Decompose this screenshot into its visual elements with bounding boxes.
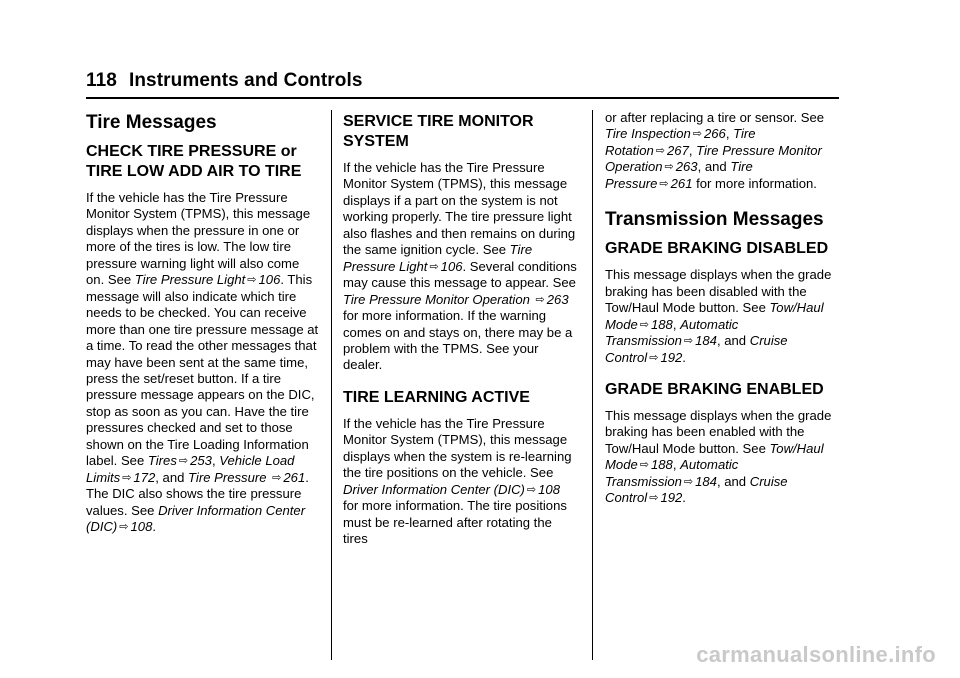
- paragraph-grade-braking-enabled: This message displays when the grade braking has been enabled with the Tow/Haul Mode button. See Tow/Haul Mode ⇨ 188, Automatic Transmission ⇨ 184, and Cruise Control ⇨ 192.: [605, 407, 832, 506]
- xref-driver-information-center[interactable]: Driver Information Center (DIC): [343, 481, 525, 497]
- xref-tpms-operation[interactable]: Tire Pressure Monitor Operation: [605, 142, 822, 175]
- page-reference-arrow-icon: ⇨: [122, 471, 132, 484]
- xref-driver-information-center[interactable]: Driver Information Center (DIC): [86, 502, 306, 535]
- xref-vehicle-load-limits[interactable]: Vehicle Load Limits: [86, 453, 295, 485]
- paragraph-service-tire-monitor: If the vehicle has the Tire Pressure Monitor System (TPMS), this message displays if a part on the system is not working properly. The tire pressure light also flashes and then remains on during the same ignition cycle. See Tire Pressure Light ⇨ 106. Several conditions may cause this message to appear. See Tire Pressure Monitor Operation ⇨ 263 for more information. If the warning comes on and stays on, there may be a problem with the TPMS. See your dealer.: [343, 160, 577, 373]
- column-1: [86, 110, 320, 536]
- paragraph-continued: or after replacing a tire or sensor. See Tire Inspection ⇨ 266, Tire Rotation ⇨ 267, Tire Pressure Monitor Operation ⇨ 263, and Tire Pressure ⇨ 261 for more information.: [605, 110, 825, 191]
- page-reference-arrow-icon: ⇨: [659, 177, 669, 190]
- page-reference-arrow-icon: ⇨: [683, 475, 694, 488]
- page-ref: 108: [130, 519, 153, 535]
- page-reference-arrow-icon: ⇨: [692, 128, 702, 141]
- xref-tire-pressure[interactable]: Tire Pressure: [605, 159, 753, 191]
- watermark: carmanualsonline.info: [696, 642, 936, 667]
- page-reference-arrow-icon: ⇨: [683, 335, 694, 348]
- xref-tpms-operation[interactable]: Tire Pressure Monitor Operation: [343, 291, 530, 307]
- page-header: [86, 70, 363, 92]
- subheading-check-tire-pressure: CHECK TIRE PRESSURE or TIRE LOW ADD AIR TO TIRE: [86, 143, 302, 180]
- page-ref: 184: [695, 333, 717, 349]
- xref-tire-inspection[interactable]: Tire Inspection: [605, 126, 691, 142]
- subheading-tire-learning-active: TIRE LEARNING ACTIVE: [343, 388, 530, 406]
- page-reference-arrow-icon: ⇨: [639, 459, 649, 472]
- xref-cruise-control[interactable]: Cruise Control: [605, 333, 788, 365]
- page-ref: 253: [190, 453, 212, 469]
- column-divider-1: [331, 110, 332, 660]
- page-reference-arrow-icon: ⇨: [535, 293, 545, 306]
- page-reference-arrow-icon: ⇨: [429, 260, 439, 273]
- page-reference-arrow-icon: ⇨: [639, 318, 649, 331]
- paragraph-grade-braking-disabled: This message displays when the grade braking has been disabled with the Tow/Haul Mode button. See Tow/Haul Mode ⇨ 188, Automatic Transmission ⇨ 184, and Cruise Control ⇨ 192.: [605, 267, 832, 365]
- page-number: 118: [86, 70, 117, 91]
- page-ref: 192: [660, 490, 683, 506]
- page-ref: 188: [650, 316, 673, 332]
- page-ref: 108: [538, 481, 560, 497]
- page-reference-arrow-icon: ⇨: [247, 274, 257, 287]
- xref-tire-pressure[interactable]: Tire Pressure: [188, 469, 267, 485]
- subheading-grade-braking-disabled: GRADE BRAKING DISABLED: [605, 240, 829, 258]
- column-divider-2: [592, 110, 593, 660]
- section-title-tire-messages: Tire Messages: [86, 112, 217, 133]
- page-reference-arrow-icon: ⇨: [664, 161, 674, 174]
- xref-cruise-control[interactable]: Cruise Control: [605, 473, 788, 506]
- paragraph-tire-learning-active: If the vehicle has the Tire Pressure Monitor System (TPMS), this message displays when the system is re-learning the tire positions on the vehicle. See Driver Information Center (DIC) ⇨ 108 for more information. The tire positions must be re-learned after rotating the tires: [343, 415, 572, 547]
- xref-tire-pressure-light[interactable]: Tire Pressure Light: [134, 272, 246, 288]
- page-reference-arrow-icon: ⇨: [119, 521, 129, 534]
- page-ref: 261: [670, 175, 693, 191]
- column-2: [343, 110, 577, 548]
- page-reference-arrow-icon: ⇨: [272, 471, 282, 484]
- page-ref: 172: [133, 469, 156, 485]
- xref-tire-rotation[interactable]: Tire Rotation: [605, 126, 756, 158]
- page-ref: 267: [667, 142, 689, 158]
- xref-tow-haul-mode[interactable]: Tow/Haul Mode: [605, 300, 824, 332]
- page-ref: 266: [703, 126, 726, 142]
- chapter-title: Instruments and Controls: [128, 70, 363, 91]
- column-3: [605, 110, 839, 507]
- xref-tires[interactable]: Tires: [147, 453, 177, 469]
- page-ref: 106: [258, 272, 281, 288]
- page-ref: 188: [650, 457, 673, 473]
- page-ref: 263: [675, 159, 698, 175]
- page-ref: 106: [440, 258, 463, 274]
- page-ref: 263: [546, 291, 569, 307]
- xref-tire-pressure-light[interactable]: Tire Pressure Light: [343, 242, 533, 274]
- page-ref: 184: [695, 473, 717, 489]
- page-reference-arrow-icon: ⇨: [526, 483, 537, 496]
- paragraph-check-tire-pressure: If the vehicle has the Tire Pressure Monitor System (TPMS), this message displays when the pressure in one or more of the tires is low. The low tire pressure warning light will also come on. See Tire Pressure Light ⇨ 106. This message will also indicate which tire needs to be checked. You can receive more than one tire pressure message at a time. To read the other messages that may have been sent at the same time, press the set/reset button. If a tire pressure message appears on the DIC, stop as soon as you can. Have the tire pressures checked and set to those shown on the Tire Loading Information label. See Tires ⇨ 253, Vehicle Load Limits ⇨ 172, and Tire Pressure ⇨ 261. The DIC also shows the tire pressure values. See Driver Information Center (DIC) ⇨ 108.: [86, 190, 319, 535]
- subheading-grade-braking-enabled: GRADE BRAKING ENABLED: [605, 380, 824, 398]
- page-ref: 261: [283, 469, 306, 485]
- page-reference-arrow-icon: ⇨: [649, 351, 659, 364]
- section-title-transmission-messages: Transmission Messages: [605, 209, 824, 231]
- xref-automatic-transmission[interactable]: Automatic Transmission: [605, 457, 739, 489]
- xref-tow-haul-mode[interactable]: Tow/Haul Mode: [605, 440, 824, 473]
- page-reference-arrow-icon: ⇨: [655, 144, 665, 157]
- page-ref: 192: [660, 349, 683, 365]
- xref-automatic-transmission[interactable]: Automatic Transmission: [605, 316, 739, 349]
- subheading-service-tire-monitor: SERVICE TIRE MONITOR SYSTEM: [343, 113, 534, 150]
- header-rule: [86, 97, 839, 99]
- page-reference-arrow-icon: ⇨: [178, 455, 189, 468]
- page-reference-arrow-icon: ⇨: [649, 492, 659, 505]
